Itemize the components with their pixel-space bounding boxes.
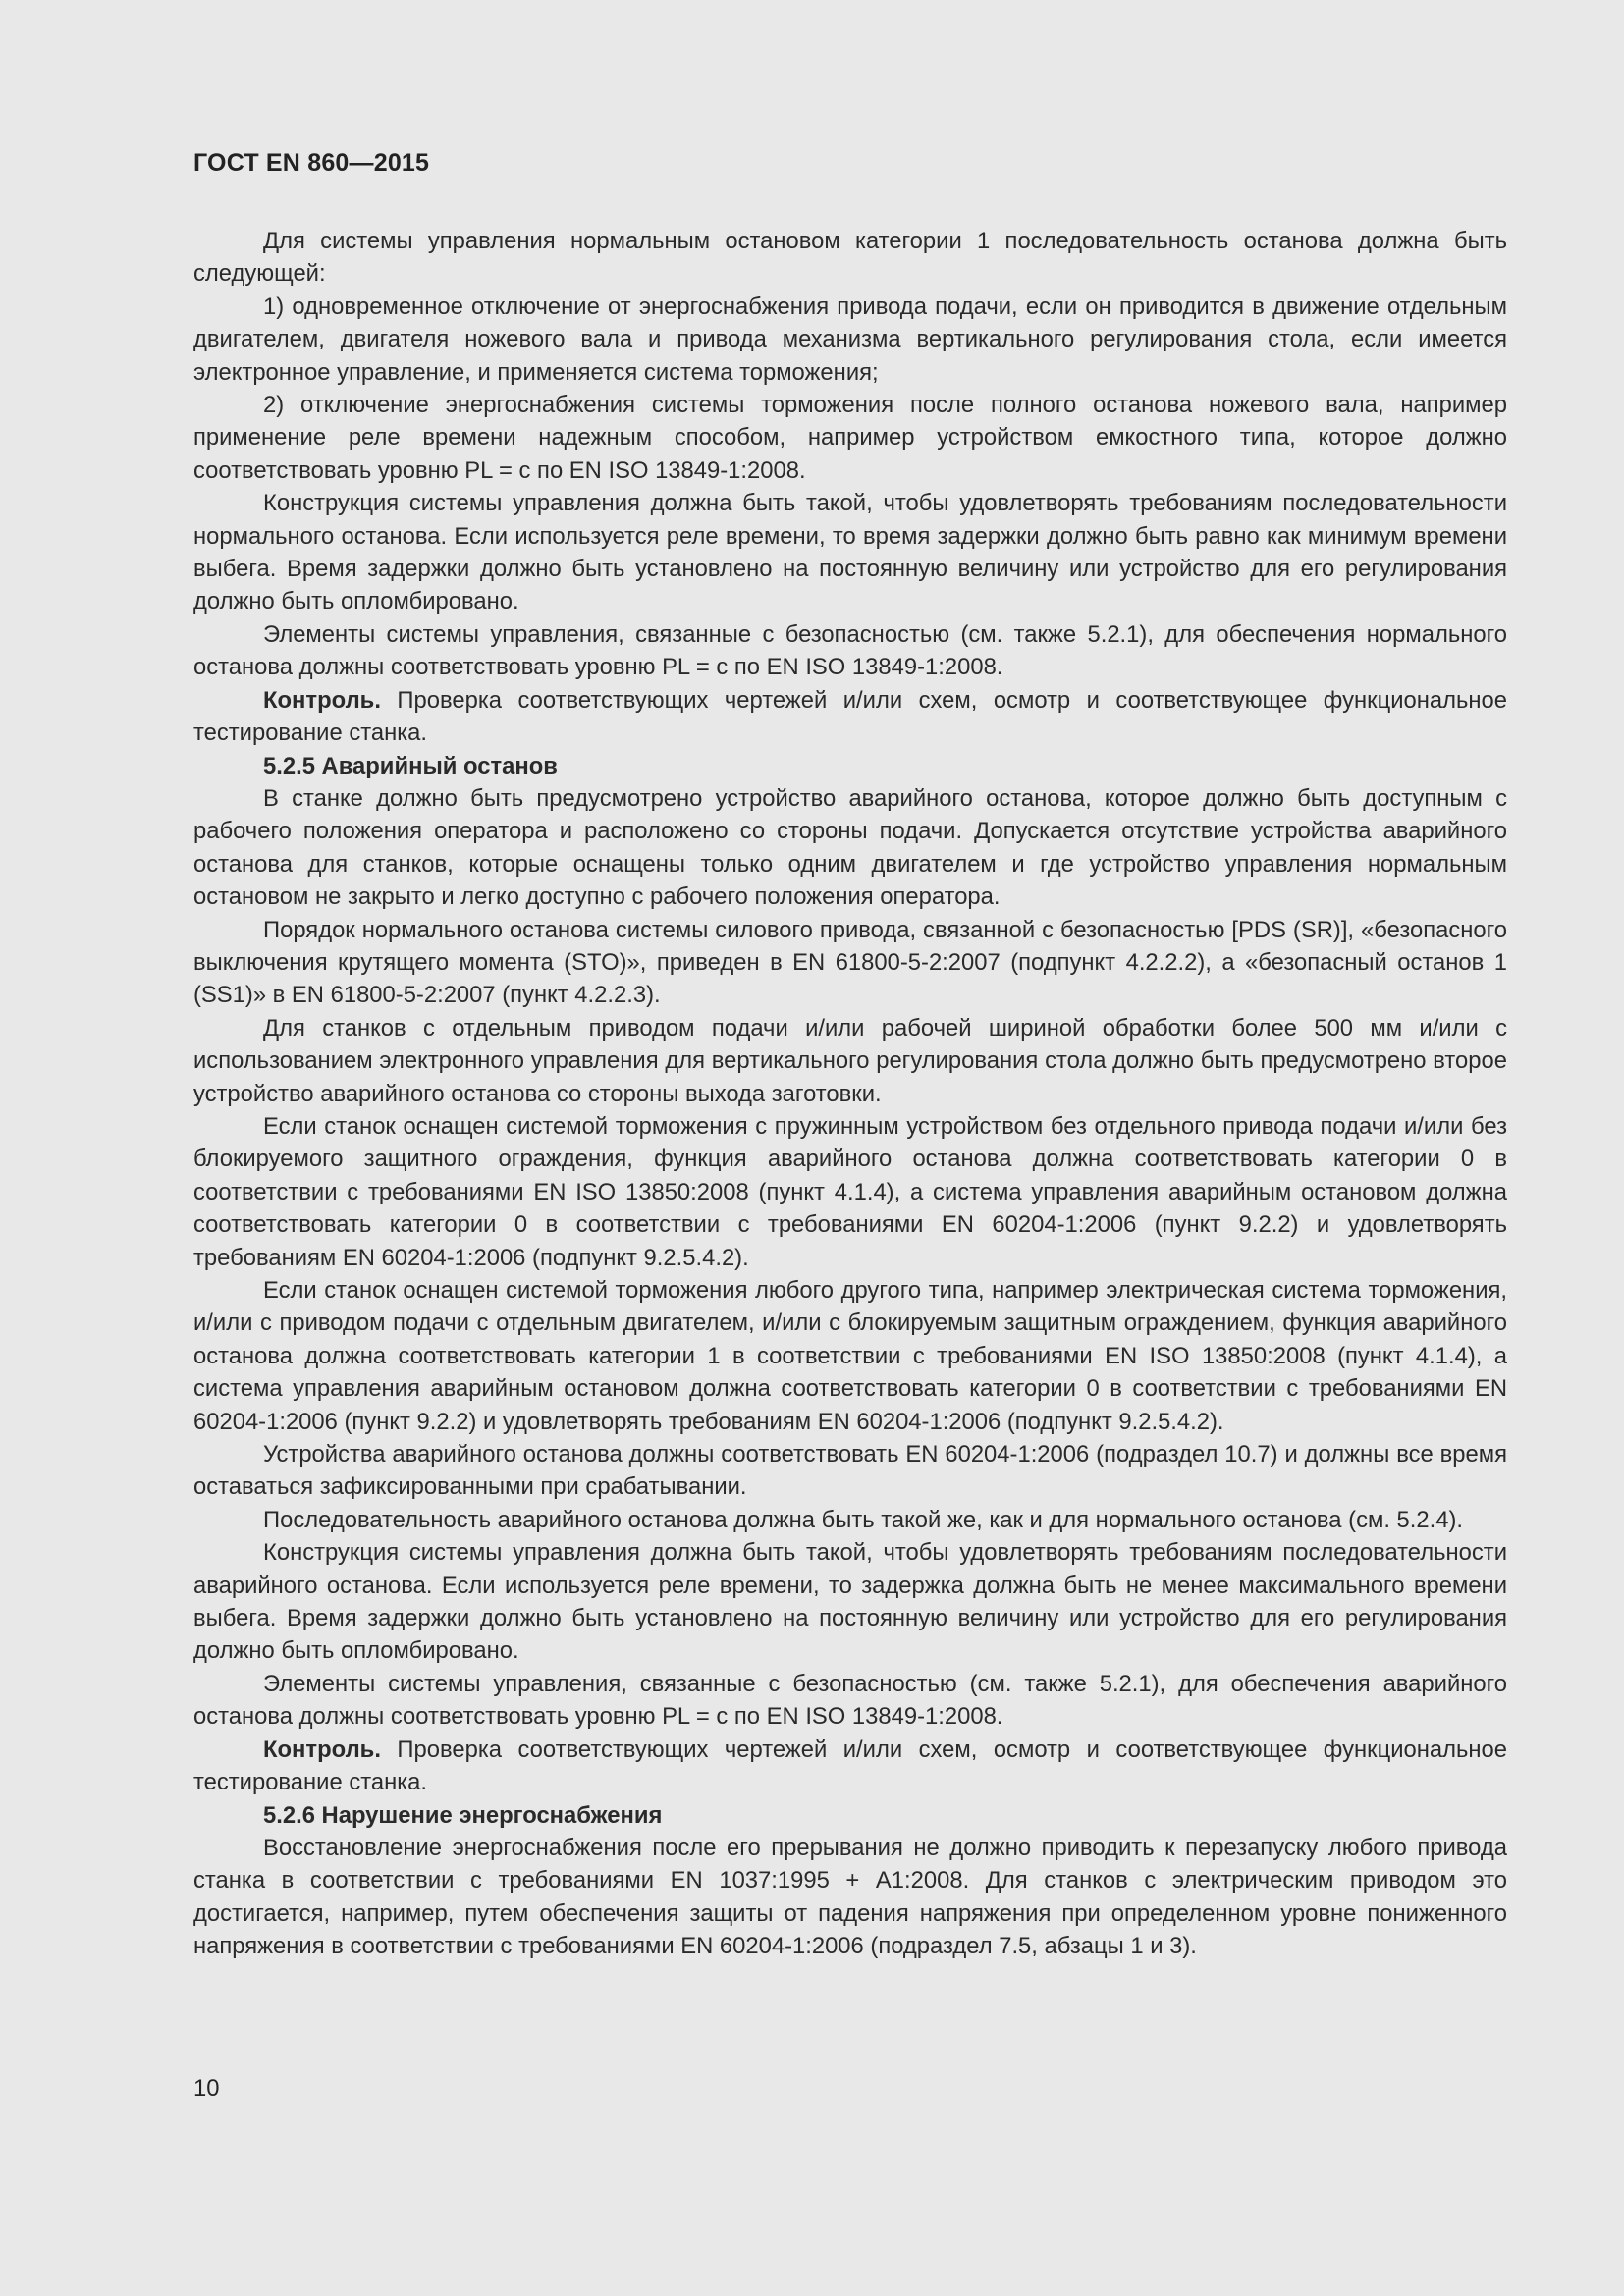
control-text: Проверка соответствующих чертежей и/или схем, осмотр и соответствующее функциональное тестирование станка. [193, 686, 1507, 747]
control-paragraph [193, 684, 1507, 750]
paragraph: Для системы управления нормальным остановом категории 1 последовательность останова должна быть следующей: [193, 228, 1507, 288]
paragraph: Восстановление энергоснабжения после его прерывания не должно приводить к перезапуску любого привода станка в соответствии с требованиями EN 1037:1995 + А1:2008. Для станков с электрическим приводом это достигается, например, путем обеспечения защиты от падения напряжения при определенном уровне пониженного напряжения в соответствии с требованиями EN 60204-1:2006 (подраздел 7.5, абзацы 1 и 3). [193, 1834, 1507, 1960]
paragraph: Конструкция системы управления должна быть такой, чтобы удовлетворять требованиям последовательности аварийного останова. Если используется реле времени, то задержка должна быть не менее максимального времени выбега. Время задержки должно быть установлено на постоянную величину или устройство для его регулирования должно быть опломбировано. [193, 1539, 1507, 1665]
paragraph: Элементы системы управления, связанные с безопасностью (см. также 5.2.1), для обеспечения нормального останова должны соответствовать уровню PL = с по EN ISO 13849-1:2008. [193, 620, 1507, 681]
paragraph: Порядок нормального останова системы силового привода, связанной с безопасностью [PDS (SR)], «безопасного выключения крутящего момента (STO)», приведен в EN 61800-5-2:2007 (подпункт 4.2.2.2), а «безопасный останов 1 (SS1)» в EN 61800-5-2:2007 (пункт 4.2.2.3). [193, 916, 1507, 1009]
control-label: Контроль. [263, 1735, 381, 1763]
paragraph: Элементы системы управления, связанные с безопасностью (см. также 5.2.1), для обеспечения аварийного останова должны соответствовать уровню PL = с по EN ISO 13849-1:2008. [193, 1670, 1507, 1731]
paragraph: 2) отключение энергоснабжения системы торможения после полного останова ножевого вала, например применение реле времени надежным способом, например устройством емкостного типа, которое должно соответствовать уровню PL = с по EN ISO 13849-1:2008. [193, 392, 1507, 484]
document-body [193, 225, 1507, 1963]
paragraph: Если станок оснащен системой торможения любого другого типа, например электрическая система торможения, и/или с приводом подачи с отдельным двигателем, и/или с блокируемым защитным ограждением, функция аварийного останова должна соответствовать категории 1 в соответствии с требованиями EN ISO 13850:2008 (пункт 4.1.4), а система управления аварийным остановом должна соответствовать категории 0 в соответствии с требованиями EN 60204-1:2006 (пункт 9.2.2) и удовлетворять требованиям EN 60204-1:2006 (подпункт 9.2.5.4.2). [193, 1277, 1507, 1435]
paragraph: Если станок оснащен системой торможения с пружинным устройством без отдельного привода подачи и/или без блокируемого защитного ограждения, функция аварийного останова должна соответствовать категории 0 в соответствии с требованиями EN ISO 13850:2008 (пункт 4.1.4), а система управления аварийным остановом должна соответствовать категории 0 в соответствии с требованиями EN 60204-1:2006 (пункт 9.2.2) и удовлетворять требованиям EN 60204-1:2006 (подпункт 9.2.5.4.2). [193, 1112, 1507, 1271]
section-heading-5-2-5: 5.2.5 Аварийный останов [263, 752, 558, 779]
paragraph: Устройства аварийного останова должны соответствовать EN 60204-1:2006 (подраздел 10.7) и должны все время оставаться зафиксированными при срабатывании. [193, 1441, 1507, 1501]
paragraph: 1) одновременное отключение от энергоснабжения привода подачи, если он приводится в движение отдельным двигателем, двигателя ножевого вала и привода механизма вертикального регулирования стола, если имеется электронное управление, и применяется система торможения; [193, 293, 1507, 386]
paragraph: Для станков с отдельным приводом подачи и/или рабочей шириной обработки более 500 мм и/или с использованием электронного управления для вертикального регулирования стола должно быть предусмотрено второе устройство аварийного останова со стороны выхода заготовки. [193, 1014, 1507, 1107]
paragraph: Конструкция системы управления должна быть такой, чтобы удовлетворять требованиям последовательности нормального останова. Если используется реле времени, то время задержки должно быть равно как минимум времени выбега. Время задержки должно быть установлено на постоянную величину или устройство для его регулирования должно быть опломбировано. [193, 490, 1507, 615]
paragraph: Последовательность аварийного останова должна быть такой же, как и для нормального останова (см. 5.2.4). [263, 1506, 1464, 1533]
paragraph: В станке должно быть предусмотрено устройство аварийного останова, которое должно быть доступным с рабочего положения оператора и расположено со стороны подачи. Допускается отсутствие устройства аварийного останова для станков, которые оснащены только одним двигателем и где устройство управления нормальным остановом не закрыто и легко доступно с рабочего положения оператора. [193, 784, 1507, 911]
standard-header: ГОСТ EN 860—2015 [193, 149, 430, 177]
section-heading-5-2-6: 5.2.6 Нарушение энергоснабжения [263, 1801, 663, 1829]
control-paragraph [193, 1734, 1507, 1799]
page-number: 10 [193, 2075, 220, 2102]
control-text: Проверка соответствующих чертежей и/или схем, осмотр и соответствующее функциональное тестирование станка. [193, 1735, 1507, 1796]
control-label: Контроль. [263, 686, 381, 714]
